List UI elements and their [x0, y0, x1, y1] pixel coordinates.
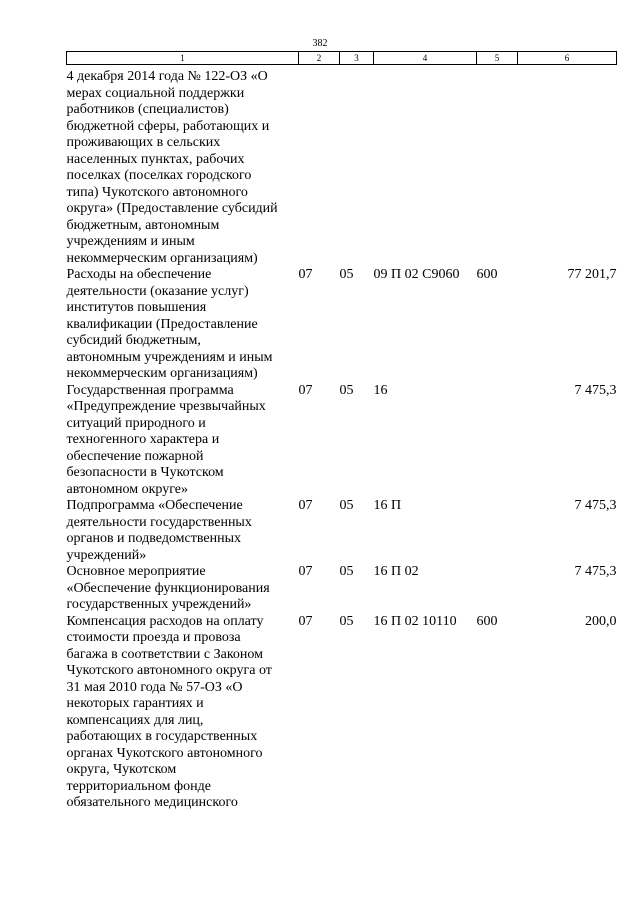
description-line: некоммерческим организациям) [66, 250, 258, 266]
expense-type-code [477, 383, 518, 499]
table-row [67, 564, 617, 614]
description-line: бюджетной сферы, работающих и [66, 118, 270, 134]
description-line: учреждений» [66, 547, 147, 563]
column-header-1: 1 [67, 52, 299, 65]
description-line: Расходы на обеспечение [66, 267, 212, 282]
row-description [67, 564, 299, 614]
description-line: ситуаций природного и [66, 415, 206, 431]
description-line: деятельности (оказание услуг) [66, 283, 249, 299]
description-line: 4 декабря 2014 года № 122-ОЗ «О [66, 69, 268, 84]
description-line: органов и подведомственных [66, 531, 242, 546]
description-line: некоторых гарантиях и [66, 696, 204, 711]
table-row [67, 65, 617, 268]
expense-type-code [477, 498, 518, 564]
subsection-code: 05 [339, 498, 354, 513]
section-code: 07 [298, 564, 313, 579]
table-row [67, 614, 617, 812]
description-line: автономным учреждениям и иным [66, 349, 273, 365]
description-line: государственных учреждений» [66, 597, 252, 612]
description-line: некоммерческим организациям) [66, 366, 258, 381]
description-line: Государственная программа [66, 382, 234, 398]
description-line: багажа в соответствии с Законом [66, 646, 264, 662]
description-line: «Обеспечение функционирования [66, 580, 270, 596]
description-line: автономном округе» [66, 481, 188, 497]
expense-type-code [477, 65, 518, 268]
column-header-3: 3 [340, 52, 374, 65]
description-line: бюджетным, автономным [66, 217, 220, 233]
description-line: компенсациях для лиц, [66, 712, 204, 728]
description-line: «Предупреждение чрезвычайных [66, 399, 266, 414]
description-line: округа» (Предоставление субсидий [66, 201, 278, 216]
subsection-code: 05 [339, 564, 354, 579]
column-header-6: 6 [518, 52, 617, 65]
subsection-code: 05 [339, 382, 354, 398]
description-line: Чукотского автономного округа от [66, 663, 272, 678]
table-row [67, 267, 617, 383]
row-description [67, 498, 299, 564]
target-article-code: 16 П 02 [373, 564, 419, 579]
row-description [67, 383, 299, 499]
description-line: Подпрограмма «Обеспечение [66, 498, 243, 513]
table-row [67, 383, 617, 499]
section-code: 07 [298, 613, 313, 629]
subsection-code [340, 65, 374, 268]
column-header-5: 5 [477, 52, 518, 65]
description-line: субсидий бюджетным, [66, 333, 201, 348]
target-article-code: 09 П 02 С9060 [373, 267, 460, 282]
subsection-code: 05 [339, 613, 354, 629]
target-article-code: 16 П [373, 498, 402, 513]
description-line: техногенного характера и [66, 432, 220, 447]
amount: 7 475,3 [574, 382, 617, 398]
description-line: обеспечение пожарной [66, 448, 204, 464]
amount [518, 65, 617, 268]
description-line: мерах социальной поддержки [66, 85, 245, 101]
row-description [67, 267, 299, 383]
section-code: 07 [298, 267, 313, 282]
description-line: безопасности в Чукотском [66, 465, 224, 480]
description-line: учреждениям и иным [66, 234, 195, 249]
description-line: стоимости проезда и провоза [66, 630, 241, 645]
amount: 7 475,3 [574, 564, 617, 579]
description-line: округа, Чукотском [66, 762, 177, 777]
row-description [67, 65, 299, 268]
target-article-code: 16 [373, 382, 388, 398]
row-description [67, 614, 299, 812]
description-line: населенных пунктах, рабочих [66, 151, 245, 167]
description-line: Компенсация расходов на оплату [66, 613, 264, 629]
page-number: 382 [312, 38, 328, 49]
description-line: институтов повышения [66, 300, 207, 315]
description-line: органах Чукотского автономного [66, 745, 263, 761]
description-line: 31 мая 2010 года № 57-ОЗ «О [66, 679, 243, 695]
column-header-4: 4 [374, 52, 477, 65]
description-line: типа) Чукотского автономного [66, 184, 248, 200]
table-row [67, 498, 617, 564]
target-article-code: 16 П 02 10110 [373, 613, 457, 629]
column-header-2: 2 [299, 52, 340, 65]
subsection-code: 05 [339, 267, 354, 282]
description-line: работников (специалистов) [66, 102, 229, 117]
amount: 7 475,3 [574, 498, 617, 513]
amount: 77 201,7 [567, 267, 617, 282]
expense-type-code [477, 564, 518, 614]
description-line: работающих в государственных [66, 729, 258, 744]
table-header-row [67, 52, 617, 65]
description-line: обязательного медицинского [66, 795, 238, 810]
section-code: 07 [298, 498, 313, 513]
budget-table [66, 51, 617, 812]
section-code: 07 [298, 382, 313, 398]
expense-type-code: 600 [476, 267, 498, 282]
section-code [299, 65, 340, 268]
description-line: Основное мероприятие [66, 564, 206, 579]
expense-type-code: 600 [476, 613, 498, 629]
description-line: проживающих в сельских [66, 135, 221, 150]
description-line: территориальном фонде [66, 778, 211, 794]
description-line: деятельности государственных [66, 514, 252, 530]
description-line: квалификации (Предоставление [66, 316, 258, 332]
amount: 200,0 [585, 613, 617, 629]
description-line: поселках (поселках городского [66, 168, 252, 183]
target-article-code [374, 65, 477, 268]
